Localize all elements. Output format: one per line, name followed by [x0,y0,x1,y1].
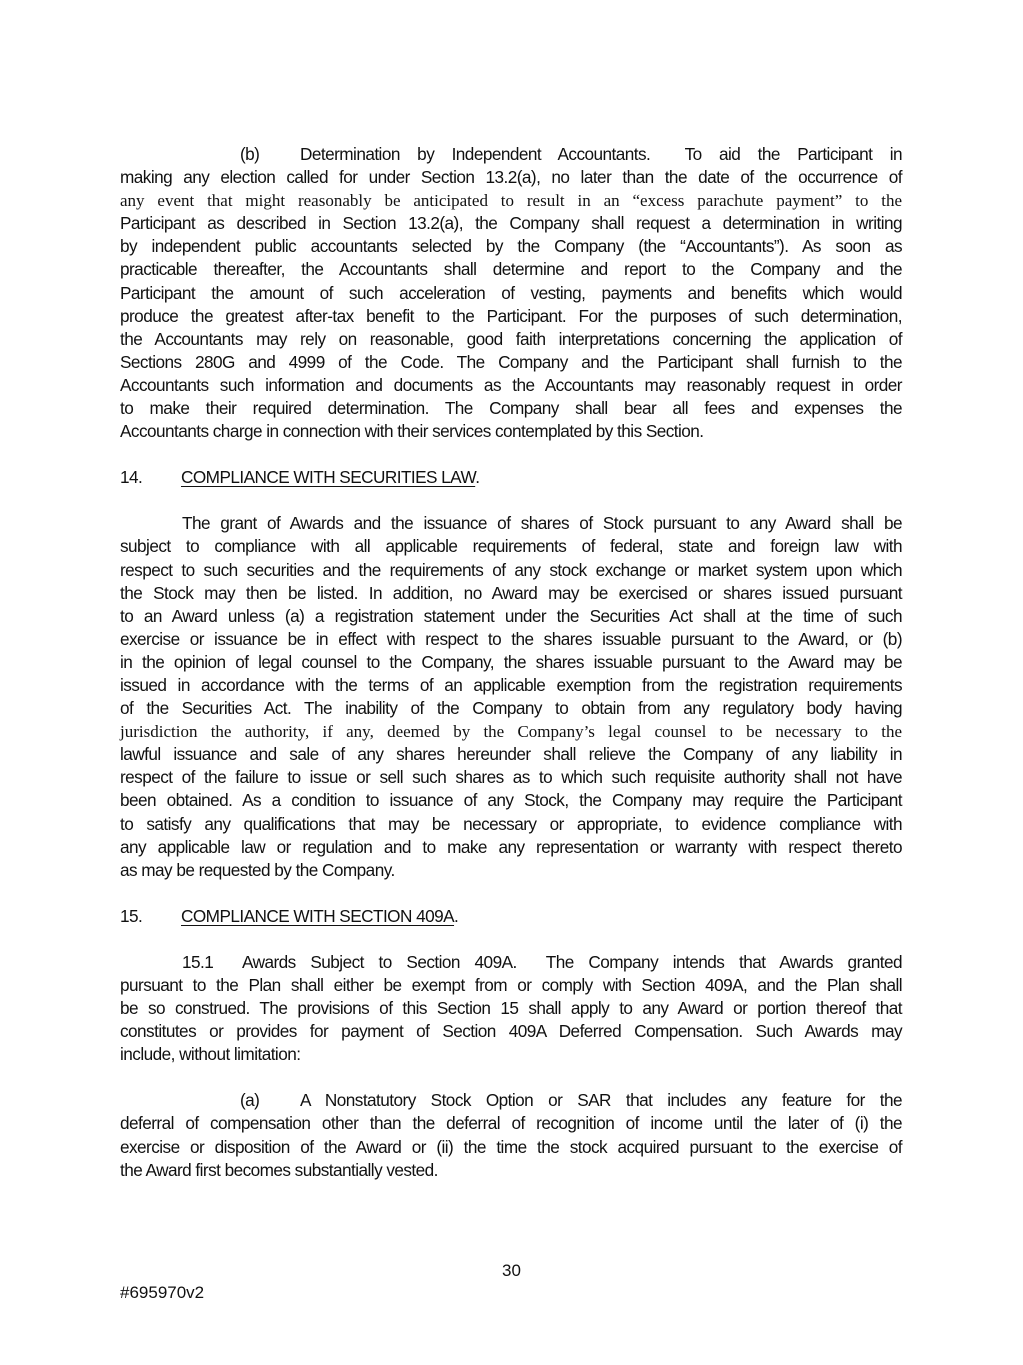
text-line: exercise or disposition of the Award or (ii) the time the stock acquired pursuant to the exercise of [120,1136,902,1157]
section-14-heading [120,466,902,489]
text-line: the Stock may then be listed. In addition, no Award may be exercised or shares issued pursuant [120,582,902,603]
text-line: by independent public accountants selected by the Company (the “Accountants”). As soon as [120,236,902,257]
text-line: issued in accordance with the terms of an applicable exemption from the registration requirements [120,674,902,695]
section-15-number: 15. [120,905,143,926]
text-line: The grant of Awards and the issuance of shares of Stock pursuant to any Award shall be [182,513,902,534]
text-line: subject to compliance with all applicable requirements of federal, state and foreign law with [120,536,902,557]
text-line: be so construed. The provisions of this Section 15 shall apply to any Award or portion thereof that [120,998,902,1019]
text-line: to satisfy any qualifications that may be necessary or appropriate, to evidence compliance with [120,813,902,834]
section-14-number: 14. [120,467,143,488]
text-line: as may be requested by the Company. [120,859,395,880]
section-15-1-first-line [120,951,902,974]
section-15-1-paragraph [120,951,902,1066]
text-line: any event that might reasonably be anticipated to result in an “excess parachute payment” to the [120,191,902,211]
text-line: been obtained. As a condition to issuance of any Stock, the Company may require the Participant [120,790,902,811]
text-line: to make their required determination. The Company shall bear all fees and expenses the [120,398,902,419]
section-15-heading [120,905,902,928]
item-a-first-line [120,1089,902,1112]
text-line: making any election called for under Section 13.2(a), no later than the date of the occurrence of [120,167,902,188]
heading-period: . [454,905,459,926]
section-15-1-label: 15.1 [182,951,214,972]
text-line: practicable thereafter, the Accountants shall determine and report to the Company and the [120,259,902,280]
text-line: Sections 280G and 4999 of the Code. The Company and the Participant shall furnish to the [120,351,902,372]
section-15-title: COMPLIANCE WITH SECTION 409A [181,905,455,926]
text-line: Participant as described in Section 13.2(a), the Company shall request a determination in writing [120,213,902,234]
section-13b-label: (b) [240,144,260,164]
text-line: the Award first becomes substantially vested. [120,1159,438,1180]
page-number: 30 [502,1261,521,1280]
text-line: respect to such securities and the requirements of any stock exchange or market system upon which [120,559,902,580]
text-line: jurisdiction the authority, if any, deemed by the Company’s legal counsel to be necessary to the [120,722,902,742]
text-line: to an Award unless (a) a registration statement under the Securities Act shall at the time of such [120,605,902,626]
text-line: To aid the Participant in [684,144,903,164]
text-line: include, without limitation: [120,1044,301,1065]
text-line: Accountants charge in connection with their services contemplated by this Section. [120,421,704,442]
section-15-1-heading: Awards Subject to Section 409A. [242,951,517,972]
section-14-paragraph [120,512,902,882]
text-line: respect of the failure to issue or sell such shares as to which such requisite authority shall not have [120,767,902,788]
spacer [120,1066,902,1089]
text-line: pursuant to the Plan shall either be exempt from or comply with Section 409A, and the Plan shall [120,975,902,995]
text-line: exercise or issuance be in effect with respect to the shares issuable pursuant to the Award, or (b) [120,628,902,649]
section-13b-paragraph [120,143,902,443]
text-line: deferral of compensation other than the deferral of recognition of income until the later of (i) the [120,1113,902,1134]
text-line: Accountants such information and documents as the Accountants may reasonably request in order [120,374,902,395]
text-line: any applicable law or regulation and to make any representation or warranty with respect thereto [120,836,902,857]
text-line: in the opinion of legal counsel to the Company, the shares issuable pursuant to the Award may be [120,651,902,672]
text-line: of the Securities Act. The inability of the Company to obtain from any regulatory body having [120,698,902,719]
section-13b-heading: Determination by Independent Accountants. [300,144,651,164]
text-line: A Nonstatutory Stock Option or SAR that includes any feature for the [300,1090,902,1111]
text-line: constitutes or provides for payment of Section 409A Deferred Compensation. Such Awards may [120,1021,902,1042]
item-a-paragraph [120,1089,902,1181]
text-line: the Accountants may rely on reasonable, good faith interpretations concerning the application of [120,328,902,349]
document-id: #695970v2 [120,1283,205,1302]
section-13b-first-line [120,143,902,166]
text-line: lawful issuance and sale of any shares hereunder shall relieve the Company of any liability in [120,744,902,765]
section-14-title: COMPLIANCE WITH SECURITIES LAW [181,467,476,488]
text-line: The Company intends that Awards granted [545,951,903,972]
item-a-label: (a) [240,1090,260,1111]
document-page [120,143,902,1182]
text-line: Participant the amount of such acceleration of vesting, payments and benefits which would [120,282,902,303]
text-line: produce the greatest after-tax benefit to the Participant. For the purposes of such determination, [120,305,902,326]
heading-period: . [475,467,480,488]
